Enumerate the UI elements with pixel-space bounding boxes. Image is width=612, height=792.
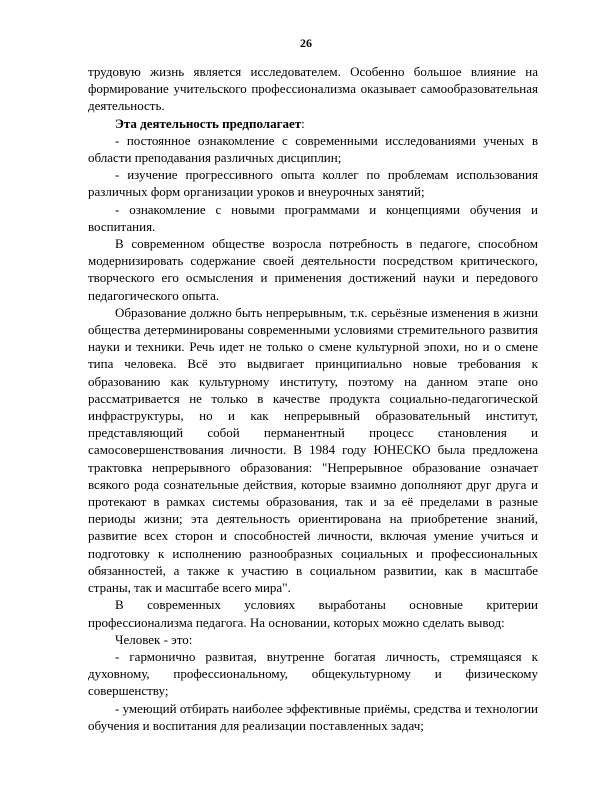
paragraph-modern-society: В современном обществе возросла потребность в педагоге, способном модернизировать содержание своей деятельности посредством критического, творческого его осмысления и применения достижений науки и передового педагогического опыта. [88,236,538,303]
list-item-research: - постоянное ознакомление с современными исследованиями ученых в области преподавания различных дисциплин; [88,132,538,166]
paragraph-criteria: В современных условиях выработаны основные критерии профессионализма педагога. На основании, которых можно сделать вывод: [88,597,538,630]
list-item-harmonious: - гармонично развитая, внутренне богатая личность, стремящаяся к духовному, профессиональному, общекультурному и физическому совершенству; [88,648,538,699]
list-item-experience: - изучение прогрессивного опыта коллег по проблемам использования различных форм организации уроков и внеурочных занятий; [88,167,538,200]
page-body [88,63,538,734]
paragraph-continuous-education: Образование должно быть непрерывным, т.к. серьёзные изменения в жизни общества детерминированы современными условиями стремительного развития науки и техники. Речь идет не только о смене культурной эпохи, но и о смене типа человека. Всё это выдвигает принципиально новые требования к образованию как культурному институту, поэтому на данном этапе оно рассматривается не только в качестве продукта социально-педагогической инфраструктуры, но и как непрерывный образовательный институт, представляющий собой перманентный процесс становления и самосовершенствования личности. В 1984 году ЮНЕСКО была предложена трактовка непрерывного образования: "Непрерывное образование означает всякого рода сознательные действия, которые взаимно дополняют друг друга и протекают в рамках системы образования, так и за её пределами в разные периоды жизни; эта деятельность ориентирована на приобретение знаний, развитие всех сторон и способностей личности, включая умение учиться и подготовку к исполнению разнообразных социальных и профессиональных обязанностей, а также к участию в социальном развитии, как в масштабе страны, так и масштабе всего мира". [88,304,538,596]
activity-heading-colon: : [301,115,305,131]
paragraph-activity-heading [88,115,538,132]
page-number: 26 [300,36,312,50]
list-item-effective-methods: - умеющий отбирать наиболее эффективные приёмы, средства и технологии обучения и воспитания для реализации поставленных задач; [88,700,538,733]
activity-heading-bold: Эта деятельность предполагает [115,115,302,131]
paragraph-person-is: Человек - это: [115,631,193,647]
paragraph-continuation: трудовую жизнь является исследователем. Особенно большое влияние на формирование учительского профессионализма оказывает самообразовательная деятельность. [88,64,538,114]
list-item-programs: - ознакомление с новыми программами и концепциями обучения и воспитания. [88,201,538,234]
